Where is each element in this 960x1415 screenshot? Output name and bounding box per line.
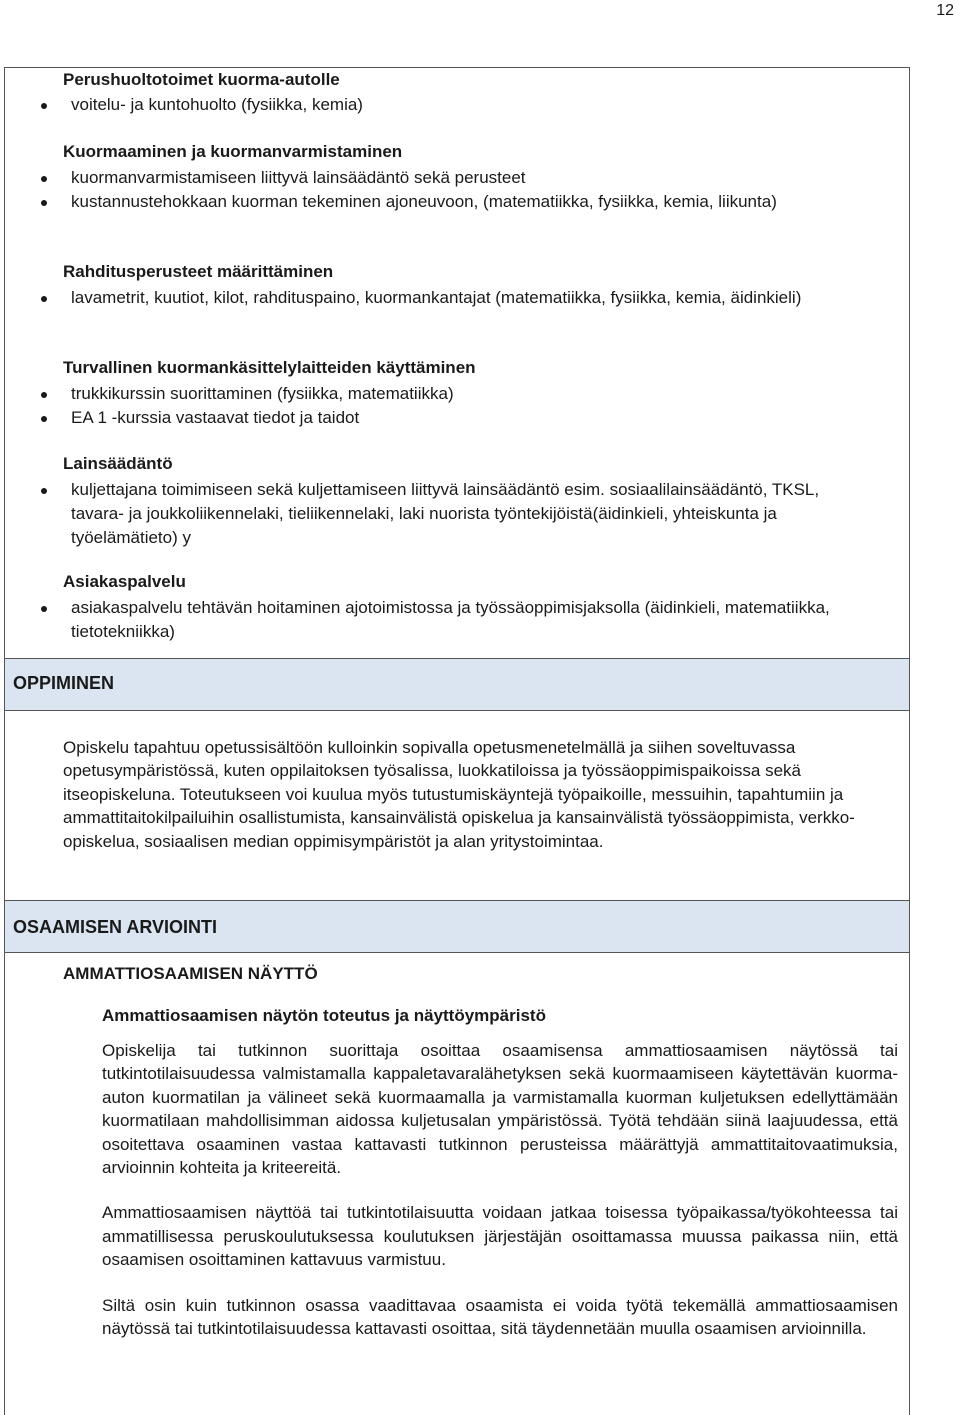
list-item: trukkikurssin suorittaminen (fysiikka, matematiikka): [5, 382, 873, 406]
arviointi-paragraph: Siltä osin kuin tutkinnon osassa vaadittavaa osaamista ei voida työtä tekemällä ammattiosaamisen näytössä tai tutkintotilaisuudessa kattavasti osoittaa, sitä täydennetään muulla osaamisen arvioinnilla.: [102, 1295, 898, 1339]
arviointi-body: [102, 1006, 898, 1340]
oppiminen-text: Opiskelu tapahtuu opetussisältöön kulloinkin sopivalla opetusmenetelmällä ja siihen soveltuvassa opetusympäristössä, kuten oppilaitoksen työsalissa, luokkatiloissa ja työssäoppimispaikoissa sekä itseopiskeluna. Toteutukseen voi kuulua myös tutustumiskäyntejä työpaikoille, messuihin, tapahtumiin ja ammattitaitokilpailuihin osallistumista, kansainvälistä opiskelua ja kansainvälistä työssäoppimista, verkko-opiskelua, sosiaalisen median oppimisympäristöt ja alan yritystoimintaa.: [63, 738, 855, 851]
arviointi-paragraph: Ammattiosaamisen näyttöä tai tutkintotilaisuutta voidaan jatkaa toisessa työpaikassa/työkohteessa tai ammatillisessa peruskoulutuksessa koulutuksen järjestäjän osoittamassa muussa paikassa niin, että osaamisen osoittaminen kattavuus varmistuu.: [102, 1203, 898, 1270]
bullet-icon: [41, 606, 47, 612]
nayttö-title: AMMATTIOSAAMISEN NÄYTTÖ: [63, 964, 318, 983]
arviointi-paragraph: Opiskelija tai tutkinnon suorittaja osoittaa osaamisensa ammattiosaamisen näytössä tai tutkintotilaisuudessa valmistamalla kappaletavaralähetyksen sekä kuormaamiseen käytettävän kuorma-auton kuormatilan ja välineet sekä kuormaamalla ja varmistamalla kuorman kuljetuksen edellyttämään kuormatilaan mahdollisimman aidossa kuljetusalan ympäristössä. Työtä tehdään siinä laajuudessa, että osoitettava osaaminen vastaa kattavasti tutkinnon perusteissa määrättyjä ammattitaitovaatimuksia, arvioinnin kohteita ja kriteereitä.: [102, 1041, 898, 1178]
oppiminen-title: OPPIMINEN: [13, 673, 115, 693]
section-heading: Lainsäädäntö: [63, 454, 173, 473]
list-item: kuljettajana toimimiseen sekä kuljettamiseen liittyvä lainsäädäntö esim. sosiaalilainsäädäntö, TKSL, tavara- ja joukkoliikennelaki, tieliikennelaki, laki nuorista työntekijöistä(äidinkieli, yhteiskunta ja työelämätieto) y: [5, 478, 873, 550]
bullet-icon: [41, 296, 47, 302]
list-item: EA 1 -kurssia vastaavat tiedot ja taidot: [5, 406, 873, 430]
list-item: voitelu- ja kuntohuolto (fysiikka, kemia): [5, 93, 873, 117]
section-heading: Perushuoltotoimet kuorma-autolle: [63, 70, 340, 89]
content-frame: [4, 67, 910, 1415]
section-heading: Turvallinen kuormankäsittelylaitteiden käyttäminen: [63, 358, 476, 377]
oppiminen-body: [63, 736, 893, 853]
bullet-icon: [41, 488, 47, 494]
list-item: kuormanvarmistamiseen liittyvä lainsäädäntö sekä perusteet: [5, 166, 873, 190]
section-heading: Asiakaspalvelu: [63, 572, 186, 591]
bullet-icon: [41, 200, 47, 206]
page-number: 12: [936, 2, 954, 19]
list-item: kustannustehokkaan kuorman tekeminen ajoneuvoon, (matematiikka, fysiikka, kemia, liikunta): [5, 190, 873, 214]
arviointi-subtitle: [63, 964, 873, 984]
bullet-icon: [41, 416, 47, 422]
bullet-icon: [41, 103, 47, 109]
bullet-icon: [41, 176, 47, 182]
list-item: lavametrit, kuutiot, kilot, rahdituspaino, kuormankantajat (matematiikka, fysiikka, kemia, äidinkieli): [5, 286, 873, 310]
arviointi-header-bar: [5, 900, 909, 953]
section-heading: Kuormaaminen ja kuormanvarmistaminen: [63, 142, 403, 161]
oppiminen-header-bar: [5, 658, 909, 711]
arviointi-title: OSAAMISEN ARVIOINTI: [13, 917, 218, 937]
section-heading: Rahditusperusteet määrittäminen: [63, 262, 334, 281]
bullet-icon: [41, 392, 47, 398]
nayton-toteutus-heading: Ammattiosaamisen näytön toteutus ja näyttöympäristö: [102, 1006, 546, 1025]
list-item: asiakaspalvelu tehtävän hoitaminen ajotoimistossa ja työssäoppimisjaksolla (äidinkieli, matematiikka, tietotekniikka): [5, 596, 873, 644]
